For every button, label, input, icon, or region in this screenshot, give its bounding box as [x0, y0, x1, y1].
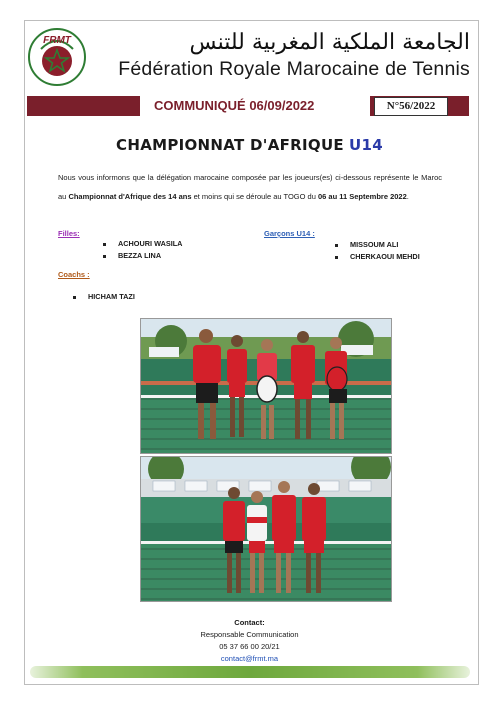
federation-title: Fédération Royale Marocaine de Tennis: [118, 58, 470, 80]
communique-number: N°56/2022: [374, 97, 448, 116]
arabic-title: الجامعة الملكية المغربية للتنس: [189, 30, 470, 55]
communique-date: COMMUNIQUÉ 06/09/2022: [154, 98, 315, 113]
grass-divider: [30, 666, 470, 678]
intro-text-1: Nous vous informons que la délégation marocaine composée par les joueurs(es) ci-dessous représente le Maroc au: [58, 173, 442, 201]
intro-text-2: et moins qui se déroule au TOGO du: [191, 192, 318, 201]
title-category: U14: [348, 136, 383, 154]
intro-paragraph: [58, 168, 442, 206]
list-item: ACHOURI WASILA: [103, 238, 182, 250]
garcons-label: Garçons U14 :: [264, 229, 315, 238]
coachs-label: Coachs :: [58, 270, 90, 279]
contact-title: Contact:: [234, 618, 265, 627]
title-main: CHAMPIONNAT D'AFRIQUE: [116, 136, 344, 154]
filles-label: Filles:: [58, 229, 80, 238]
contact-phone: 05 37 66 00 20/21: [219, 642, 280, 651]
contact-role: Responsable Communication: [200, 630, 299, 639]
intro-championship: Championnat d'Afrique des 14 ans: [68, 192, 192, 201]
filles-list: [103, 238, 182, 262]
coachs-list: [73, 291, 135, 303]
intro-text-3: .: [406, 192, 409, 201]
list-item: CHERKAOUI MEHDI: [335, 251, 420, 263]
contact-block: [0, 617, 499, 665]
garcons-list: [335, 239, 420, 263]
team-photo-court: [140, 318, 392, 454]
list-item: BEZZA LINA: [103, 250, 182, 262]
team-photo-net: [140, 456, 392, 602]
frmt-logo-icon: [27, 27, 87, 87]
intro-dates: 06 au 11 Septembre 2022: [317, 192, 407, 201]
logo-text: FRMT: [43, 35, 71, 46]
list-item: HICHAM TAZI: [73, 291, 135, 303]
page-title: [0, 136, 499, 154]
contact-email-link[interactable]: contact@frmt.ma: [220, 654, 279, 663]
list-item: MISSOUM ALI: [335, 239, 420, 251]
